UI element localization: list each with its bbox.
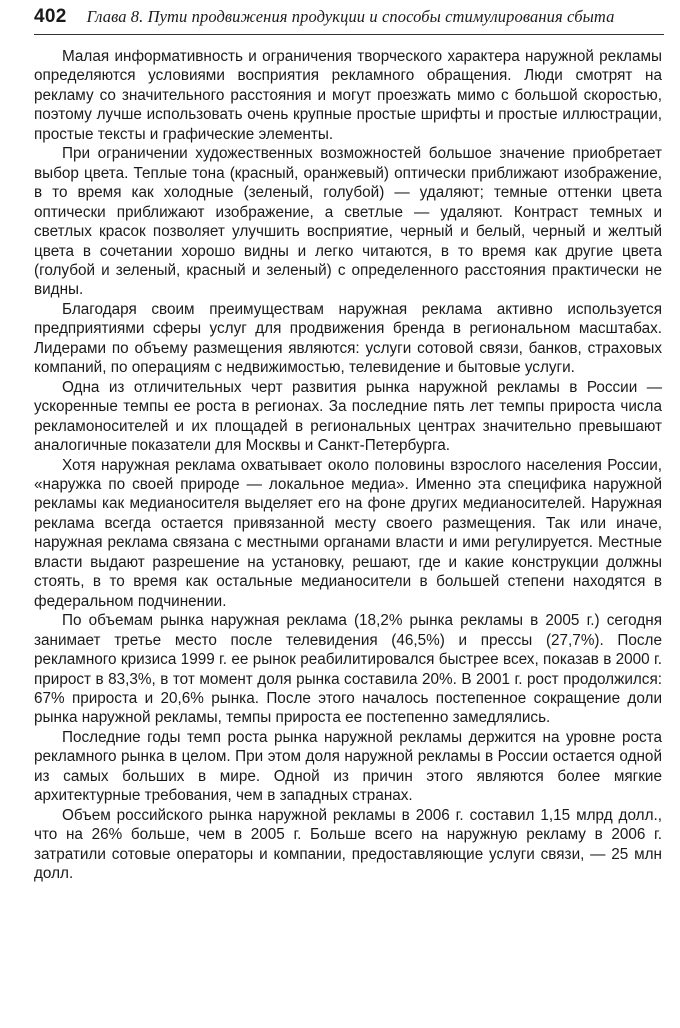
paragraph: Одна из отличительных черт развития рынка наружной рекламы в России — ускоренные темпы ее роста в регионах. За последние пять лет темпы прироста числа рекламоносителей и их площадей в региональных центрах значительно превышают аналогичные показатели для Москвы и Санкт-Петербурга. [34,378,662,455]
paragraph: Хотя наружная реклама охватывает около половины взрослого населения России, «наружка по своей природе — локальное медиа». Именно эта специфика наружной рекламы как медианосителя выделяет его на фоне других медианосителей. Наружная реклама всегда остается привязанной месту своего размещения. Так или иначе, наружная реклама связана с местными органами власти и ими регулируется. Местные власти выдают разрешение на установку, решают, где и какие конструкции должны стоять, в то время как остальные медианосители в большей степени находятся в федеральном подчинении. [34,456,662,610]
paragraph: При ограничении художественных возможностей большое значение приобретает выбор цвета. Теплые тона (красный, оранжевый) оптически приближают изображение, в то время как холодные (зеленый, голубой) — удаляют; темные оттенки цвета оптически приближают изображение, а светлые — удаляют. Контраст темных и светлых красок позволяет улучшить восприятие, черный и белый, черный и желтый цвета в сочетании хорошо видны и легко читаются, в то время как другие цвета (голубой и зеленый, красный и зеленый) с определенного расстояния практически не видны. [34,145,662,299]
paragraph: Благодаря своим преимуществам наружная реклама активно используется предприятиями сферы услуг для продвижения бренда в региональном масштабах. Лидерами по объему размещения являются: услуги сотовой связи, банков, страховых компаний, по операциям с недвижимостью, телевидение и бытовые услуги. [34,300,662,377]
paragraph: Малая информативность и ограничения творческого характера наружной рекламы определяются условиями восприятия рекламного обращения. Люди смотрят на рекламу со значительного расстояния и могут проезжать мимо с большой скоростью, поэтому лучше использовать очень крупные простые шрифты и простые иллюстрации, простые тексты и графические элементы. [34,48,662,143]
body-text [34,47,662,883]
page-number: 402 [34,6,67,27]
page-header [34,6,664,35]
paragraph: Объем российского рынка наружной рекламы в 2006 г. составил 1,15 млрд долл., что на 26% больше, чем в 2005 г. Больше всего на наружную рекламу в 2006 г. затратили сотовые операторы и компании, предоставляющие услуги связи, — 25 млн долл. [34,806,662,883]
paragraph: Последние годы темп роста рынка наружной рекламы держится на уровне роста рекламного рынка в целом. При этом доля наружной рекламы в России остается одной из самых больших в мире. Одной из причин этого являются более мягкие архитектурные требования, чем в западных странах. [34,728,662,805]
paragraph: По объемам рынка наружная реклама (18,2% рынка рекламы в 2005 г.) сегодня занимает третье место после телевидения (46,5%) и прессы (27,7%). После рекламного кризиса 1999 г. ее рынок реабилитировался быстрее всех, показав в 2000 г. прирост в 83,3%, в тот момент доля рынка составила 20%. В 2001 г. рост продолжился: 67% прироста и 20,6% рынка. После этого началось постепенное сокращение доли рынка наружной рекламы, темпы прироста ее постепенно замедлялись. [34,612,662,727]
running-head: Глава 8. Пути продвижения продукции и способы стимулирования сбыта [86,7,615,26]
